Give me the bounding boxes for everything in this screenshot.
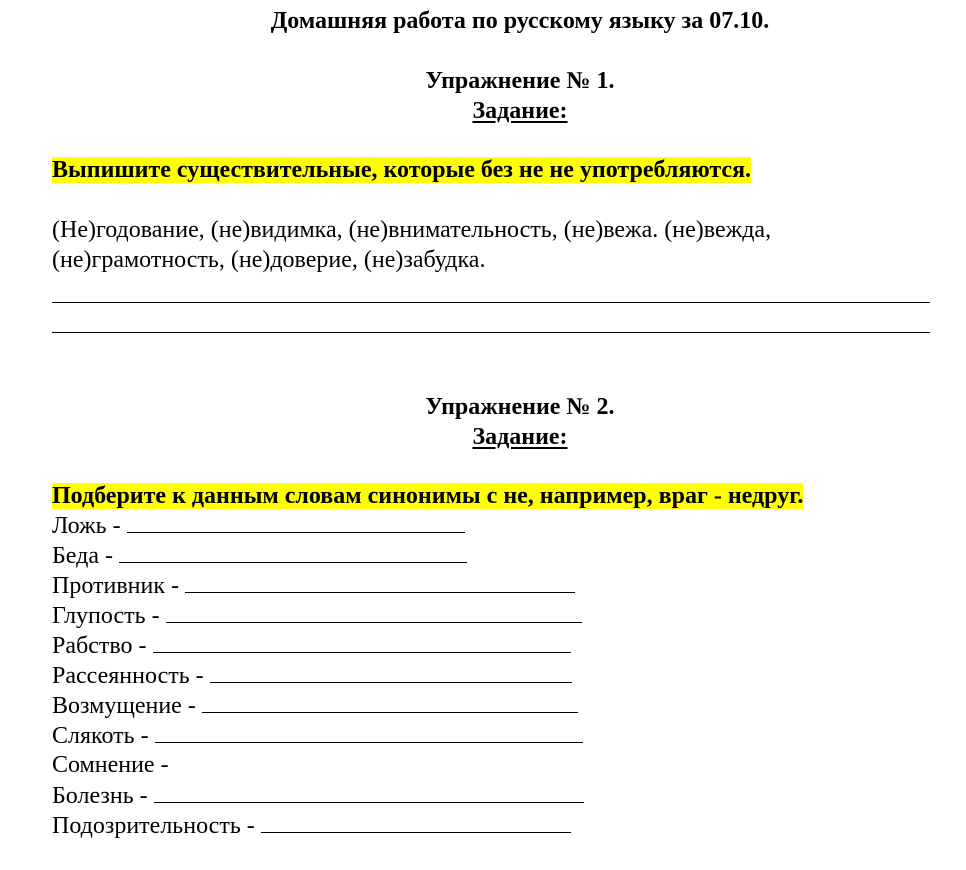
synonym-answer-blank [166,600,582,623]
synonym-answer-blank [127,510,465,533]
synonym-word: Глупость - [52,603,160,629]
synonym-row [52,780,584,811]
synonym-row [52,690,578,721]
synonym-row [52,720,583,751]
synonym-row [52,750,169,780]
synonym-word: Сомнение - [52,752,169,778]
exercise-1-task-label: Задание: [472,98,568,124]
synonym-word: Слякоть - [52,723,149,749]
exercise-1-words-line-1: (Не)годование, (не)видимка, (не)внимательность, (не)вежа. (не)вежда, [52,217,772,243]
synonym-row [52,630,571,661]
synonym-row [52,660,572,691]
synonym-answer-blank [185,570,575,593]
synonym-word: Рабство - [52,633,147,659]
synonym-row [52,600,582,631]
synonym-answer-blank [202,690,578,713]
exercise-2-instruction-text: Подберите к данным словам синонимы с не, например, враг - недруг. [52,483,804,509]
synonym-word: Возмущение - [52,693,196,719]
exercise-1-heading: Упражнение № 1. [425,68,615,94]
synonym-word: Противник - [52,573,180,599]
synonym-word: Ложь - [52,513,121,539]
synonym-row [52,540,467,571]
synonym-row [52,510,465,541]
exercise-2-task-label: Задание: [472,424,568,450]
document-title: Домашняя работа по русскому языку за 07.10. [270,8,770,34]
synonym-answer-blank [153,630,571,653]
synonym-word: Беда - [52,543,113,569]
synonym-word: Рассеянность - [52,663,204,689]
synonym-word: Болезнь - [52,783,148,809]
exercise-2-heading: Упражнение № 2. [425,394,615,420]
synonym-answer-blank [119,540,467,563]
answer-line-2 [52,332,930,333]
exercise-1-words-line-2: (не)грамотность, (не)доверие, (не)забудка. [52,247,486,273]
synonym-word: Подозрительность - [52,813,255,839]
synonym-answer-blank [210,660,572,683]
synonym-answer-blank [154,780,584,803]
synonym-answer-blank [261,810,571,833]
answer-line-1 [52,302,930,303]
exercise-2-instruction [52,481,803,511]
synonym-answer-blank [155,720,583,743]
exercise-1-instruction-text: Выпишите существительные, которые без не не употребляются. [52,157,752,183]
synonym-row [52,810,571,841]
exercise-1-instruction [52,155,751,185]
synonym-row [52,570,575,601]
